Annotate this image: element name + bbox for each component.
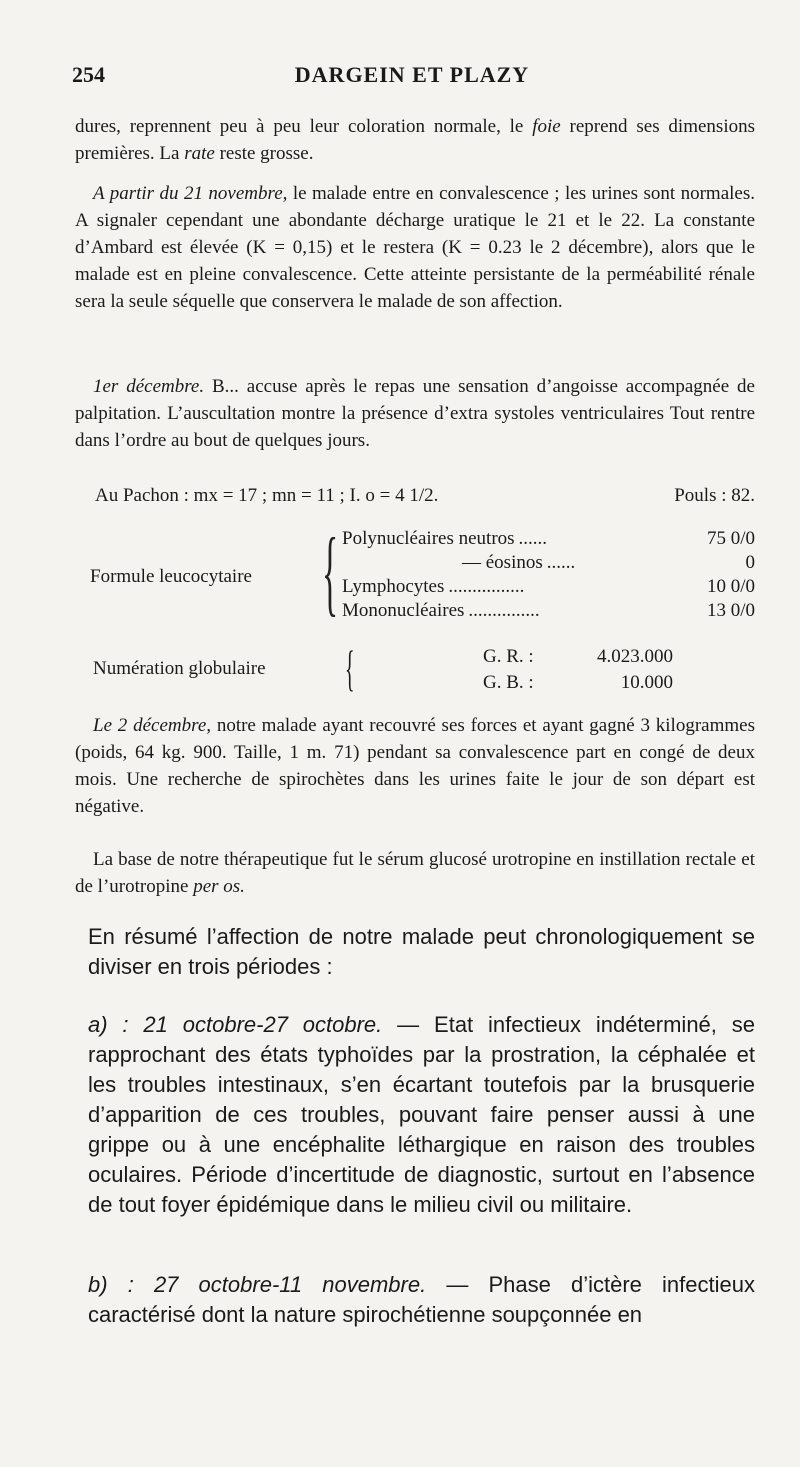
leucocyte-formula xyxy=(90,518,755,628)
paragraph-7: a) : 21 octobre-27 octobre. — Etat infectieux indéterminé, se rapprochant des états typhoïdes par la prostration, la céphalée et les troubles intestinaux, s’en écartant toutefois par la brusquerie d’apparition de ces troubles, pouvant faire penser aussi à une grippe ou à une encéphalite léthargique en raison des troubles oculaires. Période d’incertitude de diagnostic, surtout en l’absence de tout foyer épidémique dans le milieu civil ou militaire. xyxy=(88,1012,756,1217)
running-head: DARGEIN ET PLAZY xyxy=(294,62,530,87)
paragraph-8: b) : 27 octobre-11 novembre. — Phase d’ictère infectieux caractérisé dont la nature spirochétienne soupçonnée en xyxy=(88,1272,755,1327)
brace-icon: { xyxy=(345,640,355,696)
blood-count-row: G. R. : 4.023.000 xyxy=(483,646,673,667)
brace-icon: { xyxy=(322,518,339,625)
page-header xyxy=(72,62,752,92)
paragraph-4: Le 2 décembre, notre malade ayant recouvré ses forces et ayant gagné 3 kilogrammes (poids, 64 kg. 900. Taille, 1 m. 71) pendant sa convalescence part en congé de deux mois. Une recherche de spirochètes dans les urines faite le jour de son départ est négative. xyxy=(75,715,755,817)
formula-row: Lymphocytes ................ 10 0/0 xyxy=(342,576,755,597)
blood-count-row: G. B. : 10.000 xyxy=(483,672,673,693)
paragraph-2: A partir du 21 novembre, le malade entre en convalescence ; les urines sont normales. A signaler cependant une abondante décharge uratique le 21 et le 22. La constante d’Ambard est élevée (K = 0,15) et le restera (K = 0.23 le 2 décembre), alors que le malade est en pleine convalescence. Cette atteinte persistante de la perméabilité rénale sera la seule séquelle que conservera le malade de son affection. xyxy=(75,183,755,312)
formula-row: — éosinos ...... 0 xyxy=(462,552,755,573)
paragraph-6: En résumé l’affection de notre malade peut chronologiquement se diviser en trois périodes : xyxy=(88,924,755,979)
paragraph-3: 1er décembre. B... accuse après le repas une sensation d’angoisse accompagnée de palpitation. L’auscultation montre la présence d’extra systoles ventriculaires Tout rentre dans l’ordre au bout de quelques jours. xyxy=(75,376,755,451)
paragraph-5: La base de notre thérapeutique fut le sérum glucosé urotropine en instillation rectale et de l’urotropine per os. xyxy=(75,849,755,897)
pachon-line: Au Pachon : mx = 17 ; mn = 11 ; I. o = 4 1/2. Pouls : 82. xyxy=(95,485,755,506)
formula-label: Formule leucocytaire xyxy=(90,566,252,587)
page-number: 254 xyxy=(72,62,105,87)
formula-row: Mononucléaires ............... 13 0/0 xyxy=(342,600,755,621)
formula-row: Polynucléaires neutros ...... 75 0/0 xyxy=(342,528,755,549)
paragraph-1: dures, reprennent peu à peu leur coloration normale, le foie reprend ses dimensions premières. La rate reste grosse. xyxy=(75,116,755,164)
blood-count-label: Numération globulaire xyxy=(93,658,266,679)
blood-count xyxy=(93,640,693,696)
